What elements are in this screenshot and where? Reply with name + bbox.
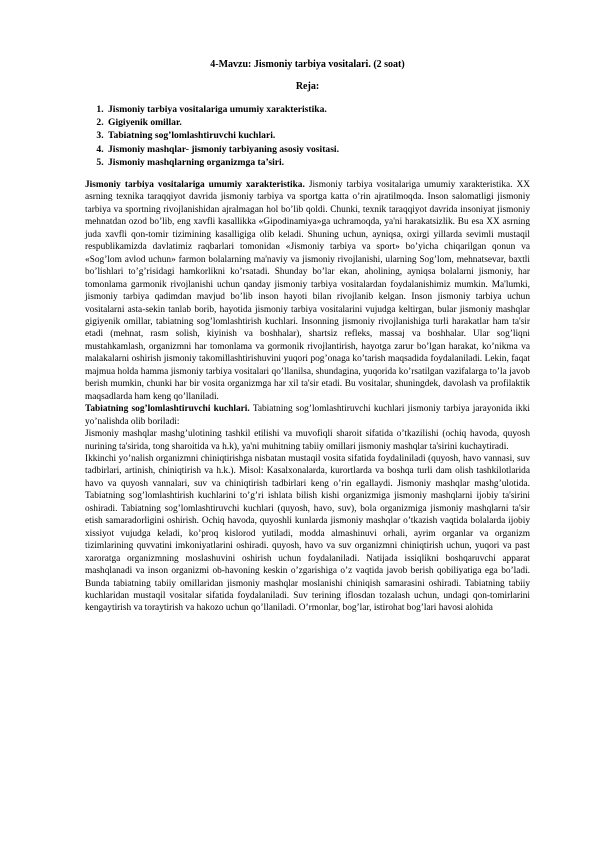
section-general-paragraph [85, 179, 530, 403]
section-general-heading: Jismoniy tarbiya vositalariga umumiy xarakteristika. [85, 180, 305, 191]
nature-direction-two-paragraph: Ikkinchi yo’nalish organizmni chiniqtirishga nisbatan mustaqil vosita sifatida foydaliniladi (quyosh, havo vannasi, suv tadbirlari, artinish, chiniqtirish va h.k.). Misol: Kasalxonalarda, kurortlarda va boshqa turli dam olish tashkilotlarida havo va quyosh vannalari, suv va chiniqtirish tadbirlari keng o’rin egallaydi. Jismoniy mashqlar mashg’ulotida. Tabiatning sog’lomlashtirish kuchlarini to’g’ri ishlata bilish kishi organizmiga jismoniy mashqlarni ijobiy ta'sirini oshiradi. Tabiatning sog’lomlashtiruvchi kuchlari (quyosh, havo, suv), bola organizmiga jismoniy mashqlarni ta'sir etish samaradorligini oshirish. Ochiq havoda, quyoshli kunlarda jismoniy mashqlar o’tkazish vaqtida bolalarda ijobiy xissiyot vujudga keladi, ko’proq kislorod yutiladi, modda almashinuvi orhali, ayrim organlar va organizm tizimlarining quvvatini imkoniyatlarini oshiradi. quyosh, havo va suv organizmni chiniqtirish uchun, yuqori va past xaroratga organizmning moslashuvini oshirish uchun foydalaniladi. Natijada issiqlikni boshqaruvchi apparat mashqlanadi va inson organizmi ob-havoning keskin o’zgarishiga o’z vaqtida javob berish qobiliyatiga ega bo’ladi. Bunda tabiatning tabiiy omillaridan jismoniy mashqlar moslanishi chiniqish samarasini oshiradi. Tabiatning tabiiy kuchlaridan mustaqil vositalar sifatida foydalaniladi. Suv terining iflosdan tozalash uchun, undagi qon-tomirlarini kengaytirish va toraytirish va hakozo uchun qo’llaniladi. O’rmonlar, bog’lar, istirohat bog’lari havosi alohida [85, 453, 530, 614]
nature-direction-one-paragraph: Jismoniy mashqlar mashg’ulotining tashkil etilishi va muvofiqli sharoit sifatida o’tkazilishi (ochiq havoda, quyosh nurining ta'sirida, tong sharoitida va h.k), ya'ni muhitning tabiiy omillari jismoniy mashqlar ta'sirini kuchaytiradi. [85, 429, 530, 452]
section-nature-text: Tabiatning sog’lomlashtiruvchi kuchlari jismoniy tarbiya jarayonida ikki yo’nalishda olib boriladi: [85, 404, 531, 427]
section-general-text: Jismoniy tarbiya vositalariga umumiy xarakteristika. XX asrning texnika taraqqiyot davrida jismoniy tarbiya va sportga katta o’rin ajratilmoqda. Inson salomatligi jismoniy tarbiya va sportning rivojlanishidan ajralmagan hol bo’lib qoldi. Chunki, texnik taraqqiyot davrida insoniyat jismoniy mehnatdan ozod bo’lib, eng xavfli kasallikka «Gipodinamiya»ga uchramoqda, ya'ni harakatsizlik. Bu esa XX asrning juda xavfli qon-tomir tizimining kasalligiga olib keladi. Shuning uchun, ayniqsa, oxirgi yillarda sevimli mustaqil respublikamizda davlatimiz raqbarlari tomonidan «Jismoniy tarbiya va sport» bo’yicha chiqarilgan qonun va «Sog’lom avlod uchun» farmon bolalarning ma'naviy va jismoniy rivojlanishi, ularning Sog’lom, mehnatsevar, baxtli bo’lishlari to’g’risidagi hamkorlikni ko’rsatadi. Shunday bo’lar ekan, aholining, ayniqsa bolalarni jismoniy, har tomonlama garmonik rivojlanishi uchun qanday jismoniy tarbiya vositalardan foydalanishimiz mumkin. Ma'lumki, jismoniy tarbiya qadimdan mavjud bo’lib inson hayoti bilan rivojlanib kelgan. Inson jismoniy tarbiya uchun vositalarni asta-sekin tanlab borib, hayotida jismoniy tarbiya vositalarini vujudga keltirgan, bular jismoniy mashqlar gigiyenik omillar, tabiatning sog’lomlashtirish kuchlari. Insonning jismoniy rivojlanishiga turli harakatlar ham ta'sir etadi (mehnat, rasm solish, kiyinish va boshhalar), shartsiz refleks, massaj va boshhalar. Ular sog’liqni mustahkamlash, organizmni har tomonlama va gormonik rivojlantirish, hayotga zarur bo’lgan harakat, ko’nikma va malakalarni oshirish jismoniy takomillashtirishuvini yuqori pog’onaga ko’tarish maqsadida foydalaniladi. Lekin, faqat majmua holda hamma jismoniy tarbiya vositalari qo’llanilsa, shundagina, yuqorida ko’rsatilgan vazifalarga to’la javob berish mumkin, chunki har bir vosita organizmga har xil ta'sir etadi. Bu vositalar, shuningdek, davolash va profilaktik maqsadlarda ham keng qo’llaniladi. [85, 180, 531, 402]
section-nature-paragraph [85, 403, 530, 428]
plan-item: 1. Jismoniy tarbiya vositalariga umumiy xarakteristika. [106, 103, 530, 116]
plan-item: 3. Tabiatning sog’lomlashtiruvchi kuchlari. [106, 129, 530, 142]
plan-heading: Reja: [295, 81, 320, 92]
plan-list [85, 103, 530, 169]
section-nature-heading: Tabiatning sog’lomlashtiruvchi kuchlari. [85, 404, 250, 415]
plan-item: 4. Jismoniy mashqlar- jismoniy tarbiyaning asosiy vositasi. [106, 143, 530, 156]
plan-item: 2. Gigiyenik omillar. [106, 116, 530, 129]
document-title: 4-Mavzu: Jismoniy tarbiya vositalari. (2 soat) [210, 59, 405, 70]
plan-item: 5. Jismoniy mashqlarning organizmga ta’siri. [106, 156, 530, 169]
